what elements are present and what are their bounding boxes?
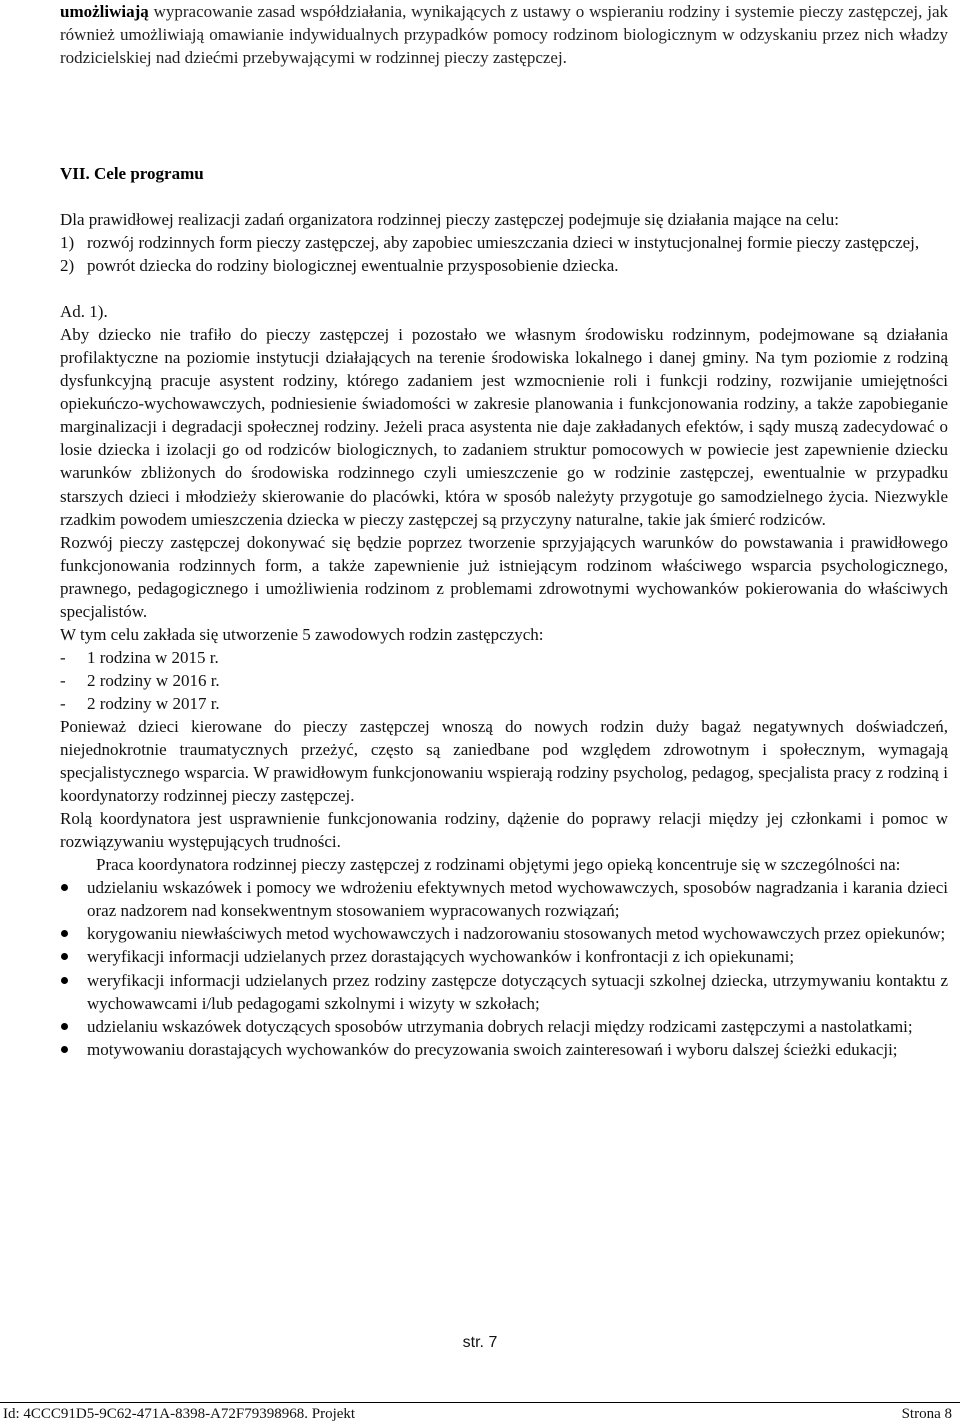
section-body xyxy=(60,208,948,1061)
plan-list xyxy=(60,646,948,715)
bullet-icon xyxy=(61,977,68,984)
plan-text: 2 rodziny w 2017 r. xyxy=(87,693,220,713)
task-item xyxy=(60,1038,948,1061)
task-text: weryfikacji informacji udzielanych przez rodziny zastępcze dotyczących sytuacji szkolnej dziecka, utrzymywaniu kontaktu z wychowawcami i/lub pedagogami szkolnymi i wizyty w szkołach; xyxy=(87,970,948,1013)
task-text: udzielaniu wskazówek dotyczących sposobów utrzymania dobrych relacji między rodzicami zastępczymi a nastolatkami; xyxy=(87,1016,913,1036)
goals-intro-paragraph: Dla prawidłowej realizacji zadań organizatora rodzinnej pieczy zastępczej podejmuje się działania mające na celu: xyxy=(60,210,839,229)
bullet-icon xyxy=(61,953,68,960)
goal-text: powrót dziecka do rodziny biologicznej ewentualnie przysposobienie dziecka. xyxy=(87,256,619,276)
plan-item xyxy=(60,692,948,715)
goal-item xyxy=(60,231,948,254)
footer-divider xyxy=(0,1402,960,1403)
goal-item xyxy=(60,254,948,277)
paragraph-plan-intro: W tym celu zakłada się utworzenie 5 zawodowych rodzin zastępczych: xyxy=(60,624,544,644)
task-text: motywowaniu dorastających wychowanków do precyzowania swoich zainteresowań i wyboru dalszej ścieżki edukacji; xyxy=(87,1039,898,1059)
intro-lead-word: umożliwiają xyxy=(60,2,149,21)
footer-page-label: Strona 8 xyxy=(901,1406,952,1422)
plan-item xyxy=(60,646,948,669)
section-heading: VII. Cele programu xyxy=(60,164,204,183)
task-item xyxy=(60,969,948,1015)
task-text: udzielaniu wskazówek i pomocy we wdrożeniu efektywnych metod wychowawczych, sposobów nagradzania i karania dzieci oraz nadzorem nad konsekwentnym stosowaniem wypracowanych rozwiązań; xyxy=(87,878,948,921)
paragraph-coordinator-work: Praca koordynatora rodzinnej pieczy zastępczej z rodzinami objętymi jego opieką koncentruje się w szczególności na: xyxy=(96,855,901,875)
task-item xyxy=(60,1015,948,1038)
spacer xyxy=(60,277,948,300)
goal-number: 2) xyxy=(60,256,75,276)
paragraph-support: Ponieważ dzieci kierowane do pieczy zastępczej wnoszą do nowych rodzin duży bagaż negatywnych doświadczeń, niejednokrotnie traumatycznych przeżyć, często są zaniedbane pod względem zdrowotnym i społecznym, wymagają specjalistycznego wsparcia. W prawidłowym funkcjonowaniu wspierają rodziny psycholog, pedagog, specjalista pracy z rodziną i koordynatorzy rodzinnej pieczy zastępczej. xyxy=(60,716,948,806)
footer-document-id: Id: 4CCC91D5-9C62-471A-8398-A72F79398968. Projekt xyxy=(3,1406,356,1422)
task-text: weryfikacji informacji udzielanych przez dorastających wychowanków i konfrontacji z ich opiekunami; xyxy=(87,947,795,967)
intro-text: wypracowanie zasad współdziałania, wynikających z ustawy o wspieraniu rodziny i systemie pieczy zastępczej, jak również umożliwiają omawianie indywidualnych przypadków pomocy rodzinom biologicznym w odzyskaniu przez nich władzy rodzicielskiej nad dziećmi przebywającymi w rodzinnej pieczy zastępczej. xyxy=(60,2,948,67)
bullet-icon xyxy=(61,1023,68,1030)
plan-text: 2 rodziny w 2016 r. xyxy=(87,670,220,690)
paragraph-prevention: Aby dziecko nie trafiło do pieczy zastępczej i pozostało we własnym środowisku rodzinnym, podejmowane są działania profilaktyczne na poziomie instytucji działających na terenie środowiska lokalnego i danej gminy. Na tym poziomie z rodziną dysfunkcyjną pracuje asystent rodziny, którego zadaniem jest wzmocnienie roli i funkcji rodziny, rozwijanie umiejętności opiekuńczo-wychowawczych, podniesienie świadomości w zakresie planowania i funkcjonowania rodziny, a także zapobieganie marginalizacji i degradacji społecznej rodziny. Jeżeli praca asystenta nie daje zakładanych efektów, i sądy muszą zadecydować o losie dziecka i izolacji go od rodziców biologicznych, to zadaniem struktur pomocowych w powiecie jest zapewnienie dziecku warunków zbliżonych do środowiska rodzinnego czyli umieszczenie go w rodzinie zastępczej, ewentualnie w przypadku starszych dzieci i młodzieży skierowanie do placówki, która w sposób należyty przygotuje go samodzielnego życia. Niezwykle rzadkim powodem umieszczenia dziecka w pieczy zastępczej są przyczyny naturalne, takie jak śmierć rodziców. xyxy=(60,325,948,529)
bullet-icon xyxy=(61,930,68,937)
intro-paragraph xyxy=(60,0,948,69)
plan-text: 1 rodzina w 2015 r. xyxy=(87,647,219,667)
task-text: korygowaniu niewłaściwych metod wychowawczych i nadzorowaniu stosowanych metod wychowawczych przez opiekunów; xyxy=(87,924,946,944)
task-item xyxy=(60,876,948,922)
goal-text: rozwój rodzinnych form pieczy zastępczej, aby zapobiec umieszczania dzieci w instytucjonalnej formie pieczy zastępczej, xyxy=(87,233,920,253)
task-item xyxy=(60,945,948,968)
bullet-icon xyxy=(61,1046,68,1053)
dash-marker: - xyxy=(60,670,66,690)
ad-label: Ad. 1). xyxy=(60,302,108,322)
coordinator-tasks-list xyxy=(60,876,948,1060)
task-item xyxy=(60,922,948,945)
goals-list xyxy=(60,231,948,277)
dash-marker: - xyxy=(60,647,66,667)
paragraph-development: Rozwój pieczy zastępczej dokonywać się będzie poprzez tworzenie sprzyjających warunków do powstawania i prawidłowego funkcjonowania rodzinnych form, a także zapewnienie już istniejącym rodzinom właściwego wsparcia psychologicznego, prawnego, pedagogicznego i umożliwienia rodzinom z problemami zdrowotnymi wychowanków pokierowania do właściwych specjalistów. xyxy=(60,532,948,621)
bullet-icon xyxy=(61,884,68,891)
dash-marker: - xyxy=(60,693,66,713)
page-number: str. 7 xyxy=(462,1334,498,1351)
goal-number: 1) xyxy=(60,233,75,253)
paragraph-coordinator-role: Rolą koordynatora jest usprawnienie funkcjonowania rodziny, dążenie do poprawy relacji między jej członkami i pomoc w rozwiązywaniu występujących trudności. xyxy=(60,809,948,852)
plan-item xyxy=(60,669,948,692)
